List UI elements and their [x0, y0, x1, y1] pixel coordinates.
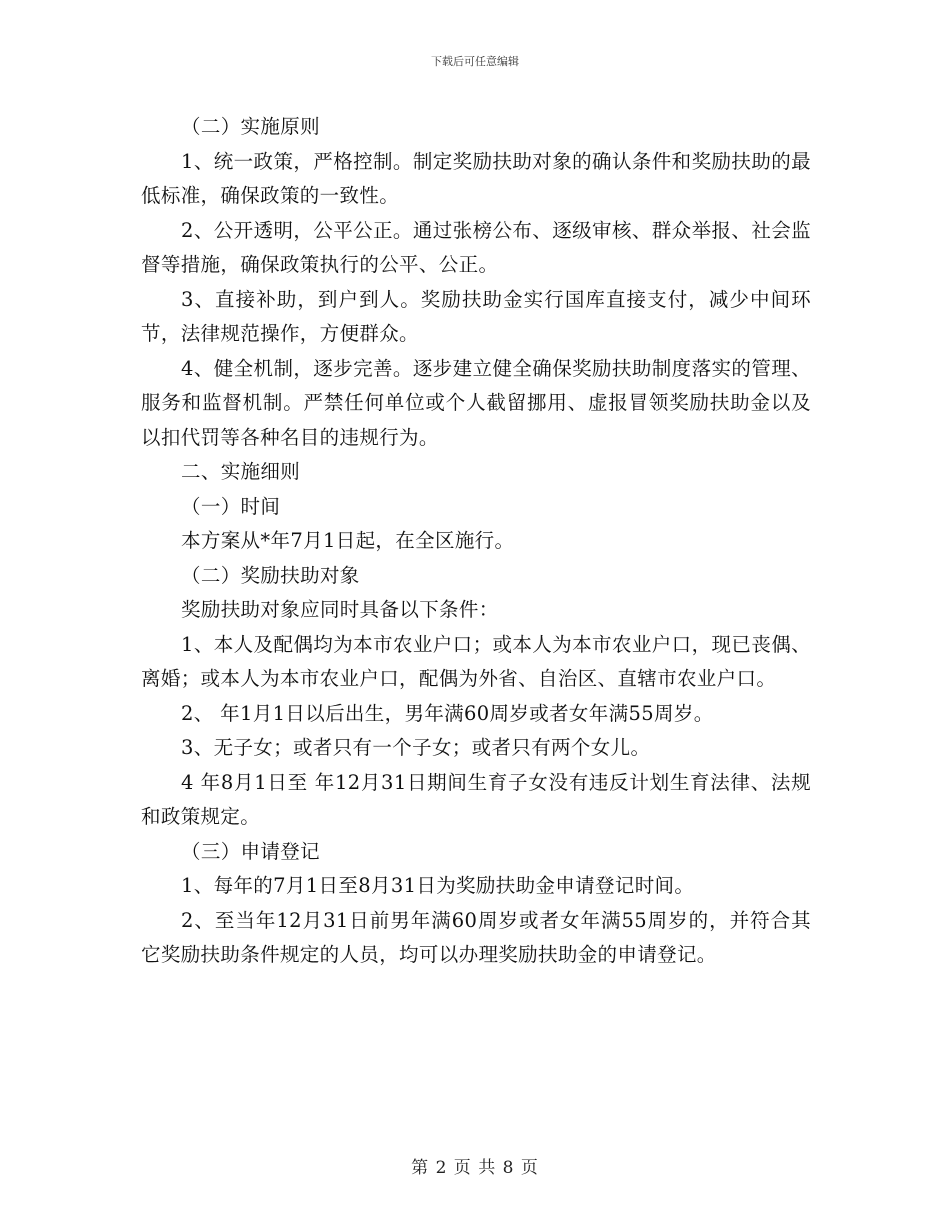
principle-item-4: 4、健全机制，逐步完善。逐步建立健全确保奖励扶助制度落实的管理、服务和监督机制。严禁任何单位或个人截留挪用、虚报冒领奖励扶助金以及以扣代罚等各种名目的违规行为。	[141, 356, 811, 449]
principle-item-1: 1、统一政策，严格控制。制定奖励扶助对象的确认条件和奖励扶助的最低标准，确保政策的一致性。	[141, 149, 811, 207]
condition-item-4: 4 年8月1日至 年12月31日期间生育子女没有违反计划生育法律、法规和政策规定。	[141, 770, 811, 828]
page-footer: 第 2 页 共 8 页	[411, 1158, 539, 1178]
time-paragraph: 本方案从*年7月1日起，在全区施行。	[181, 529, 515, 552]
condition-item-2: 2、 年1月1日以后出生，男年满60周岁或者女年满55周岁。	[181, 701, 714, 725]
section-heading-principles: （二）实施原则	[181, 115, 320, 138]
subsection-heading-recipients: （二）奖励扶助对象	[181, 563, 360, 587]
recipients-intro: 奖励扶助对象应同时具备以下条件：	[181, 598, 499, 621]
registration-item-1: 1、每年的7月1日至8月31日为奖励扶助金申请登记时间。	[181, 874, 695, 897]
condition-item-3: 3、无子女；或者只有一个子女；或者只有两个女儿。	[181, 736, 651, 759]
section-heading-details: 二、实施细则	[181, 460, 301, 483]
subsection-heading-registration: （三）申请登记	[181, 839, 320, 863]
principle-item-2: 2、公开透明，公平公正。通过张榜公布、逐级审核、群众举报、社会监督等措施，确保政策执行的公平、公正。	[141, 218, 811, 276]
page-header: 下载后可任意编辑	[431, 55, 519, 68]
condition-item-1: 1、本人及配偶均为本市农业户口；或本人为本市农业户口，现已丧偶、离婚；或本人为本市农业户口，配偶为外省、自治区、直辖市农业户口。	[141, 632, 811, 690]
document-body	[141, 110, 811, 973]
subsection-heading-time: （一）时间	[181, 494, 281, 518]
principle-item-3: 3、直接补助，到户到人。奖励扶助金实行国库直接支付，减少中间环节，法律规范操作，方便群众。	[141, 287, 811, 345]
registration-item-2: 2、至当年12月31日前男年满60周岁或者女年满55周岁的，并符合其它奖励扶助条件规定的人员，均可以办理奖励扶助金的申请登记。	[141, 908, 811, 966]
